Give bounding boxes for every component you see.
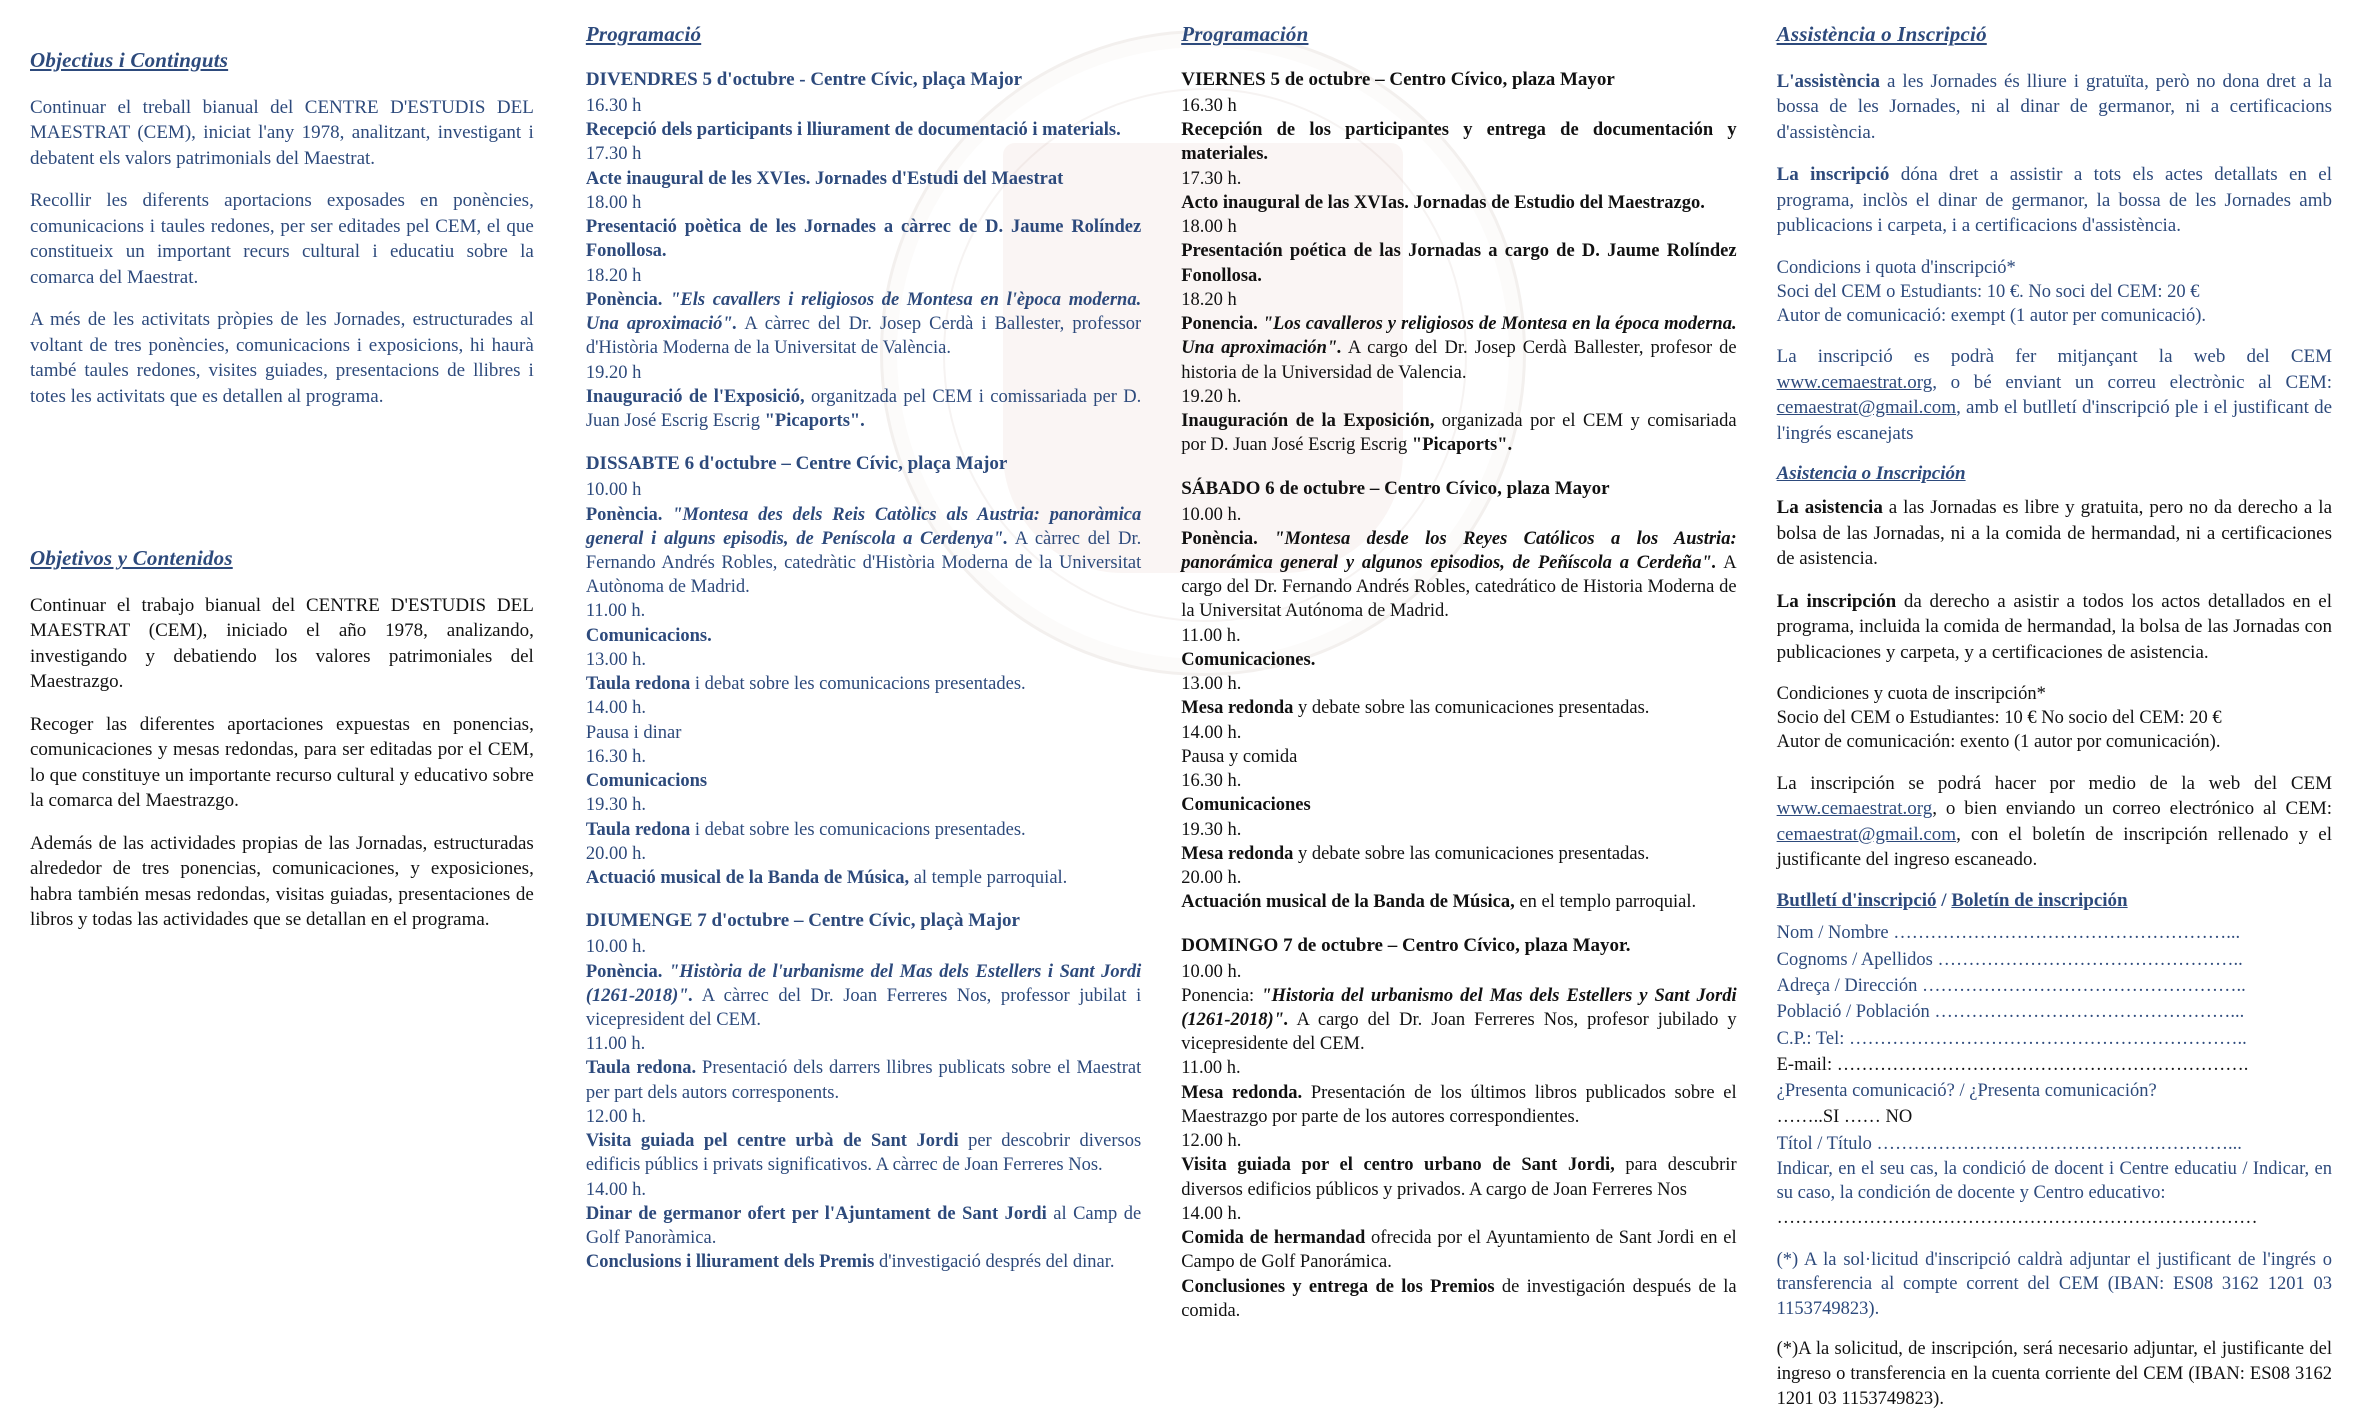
footnote-es: (*)A la solicitud, de inscripción, será necesario adjuntar, el justificante del ingreso o transferencia en la cuenta corriente del CEM (IBAN: ES08 3162 1201 03 1153749823). xyxy=(1776,1339,2332,1409)
program-entry xyxy=(1181,118,1736,166)
para-bold: L'assistència xyxy=(1776,71,1881,92)
program-entry xyxy=(1181,191,1736,215)
program-day xyxy=(586,910,1141,1274)
entry-bold: Comunicaciones xyxy=(1181,795,1311,816)
entry-bold: Ponència. xyxy=(585,504,663,525)
entry-bold: Visita guiada por el centro urbano de Sant Jordi, xyxy=(1181,1155,1615,1176)
time-label: 12.00 h. xyxy=(1181,1131,1242,1152)
entry-rest: d'investigació després del dinar. xyxy=(874,1252,1115,1273)
entry-bold: Presentació poètica de les Jornades a càrrec de D. Jaume Rolíndez Fonollosa. xyxy=(585,217,1142,262)
entry-rest: y debate sobre las comunicaciones presentadas. xyxy=(1293,843,1650,864)
entry-bold: Inauguración de la Exposición, xyxy=(1181,411,1435,432)
registration-title-ca: Assistència o Inscripció xyxy=(1776,22,1987,46)
program-entry xyxy=(586,769,1141,793)
program-entry xyxy=(586,1202,1141,1250)
column-objectives xyxy=(30,22,586,949)
entry-bold: Comunicacions xyxy=(585,771,708,792)
time-label: 17.30 h. xyxy=(1181,168,1242,189)
form-field-name[interactable]: Nom / Nombre ………………………………………………... xyxy=(1776,923,2241,944)
time-label: 16.30 h. xyxy=(585,746,646,767)
registration-ca-web xyxy=(1777,344,2332,446)
entry-bold: Taula redona xyxy=(585,819,691,840)
cem-email-link[interactable]: cemaestrat@gmail.com xyxy=(1776,397,1957,419)
program-entry xyxy=(586,672,1141,696)
entry-bold: Conclusiones y entrega de los Premios xyxy=(1181,1276,1495,1297)
web-mid: , o bien enviando un correo electrónico al CEM: xyxy=(1932,798,2332,820)
web-post: , con el boletín de inscripción rellenado y el justificante del ingreso escaneado. xyxy=(1776,823,2332,871)
para-rest: a las Jornadas es libre y gratuita, pero no da derecho a la bolsa de las Jornadas, ni a la comida de hermandad, ni a certificaciones de asistencia. xyxy=(1776,497,2332,570)
time-label: 20.00 h. xyxy=(1181,868,1242,889)
program-entry xyxy=(586,818,1141,842)
entry-rest: de investigación después de la comida. xyxy=(1181,1276,1737,1321)
day-heading: VIERNES 5 de octubre – Centro Cívico, plaza Mayor xyxy=(1181,69,1615,90)
entry-title: "Els cavallers i religiosos de Montesa en l'època moderna. Una aproximació". xyxy=(585,289,1142,335)
entry-bold: Comunicaciones. xyxy=(1181,649,1316,670)
entry-bold: Conclusions i lliurament dels Premis xyxy=(585,1252,875,1273)
program-entry xyxy=(586,866,1141,890)
cem-website-link[interactable]: www.cemaestrat.org xyxy=(1776,798,1933,820)
form-field-presents-paper[interactable]: ¿Presenta comunicació? / ¿Presenta comunicación? xyxy=(1776,1081,2157,1102)
form-field-email[interactable]: E-mail: …………………………………………………………. xyxy=(1776,1054,2249,1075)
time-label: 10.00 h. xyxy=(1181,504,1242,525)
form-field-title[interactable]: Títol / Título …………………………………………………... xyxy=(1776,1133,2242,1154)
form-field-surname[interactable]: Cognoms / Apellidos ………………………………………….. xyxy=(1776,949,2243,970)
para-bold: La inscripció xyxy=(1776,164,1890,186)
time-label: 12.00 h. xyxy=(585,1106,646,1127)
web-mid: , o bé enviant un correu electrònic al CEM: xyxy=(1932,371,2332,393)
entry-rest: per descobrir diversos edificis públics i privats significativos. A càrrec de Joan Ferreres Nos. xyxy=(585,1131,1142,1176)
cem-website-link[interactable]: www.cemaestrat.org xyxy=(1776,371,1933,393)
form-note-teacher: Indicar, en el seu cas, la condició de docent i Centre educatiu / Indicar, en su caso, la condición de docente y Centro educativo: xyxy=(1776,1158,2332,1204)
entry-rest: organizada por el CEM y comisariada por D. Juan José Escrig Escrig xyxy=(1181,411,1737,456)
program-day xyxy=(1181,935,1736,1324)
entry-bold: Comunicacions. xyxy=(585,625,712,646)
time-label: 10.00 h xyxy=(585,480,642,501)
program-day xyxy=(1181,478,1736,915)
web-post: , amb el butlletí d'inscripció ple i el justificant de l'ingrés escanejats xyxy=(1776,397,2332,444)
program-entry xyxy=(1181,890,1736,914)
entry-bold: Taula redona xyxy=(585,674,691,695)
objectives-ca-p3: A més de les activitats pròpies de les Jornades, estructurades al voltant de tres ponències, comunicacions i exposicions, hi haurà també taules redones, visites guiades, presentacions de llibres i totes les activitats que es detallen al programa. xyxy=(30,309,534,407)
time-label: 11.00 h. xyxy=(1181,1058,1241,1079)
program-day xyxy=(586,453,1141,890)
entry-rest: i debat sobre les comunicacions presentades. xyxy=(690,674,1026,695)
program-entry xyxy=(586,118,1141,142)
time-label: 18.20 h xyxy=(585,265,642,286)
entry-bold2: "Picaports". xyxy=(760,411,865,432)
time-label: 19.30 h. xyxy=(585,795,646,816)
entry-bold: Acte inaugural de les XVIes. Jornades d'Estudi del Maestrat xyxy=(585,168,1064,189)
registration-es-web xyxy=(1777,771,2332,873)
program-entry xyxy=(586,215,1141,263)
entry-rest: A càrrec del Dr. Fernando Andrés Robles, catedràtic d'Història Moderna de la Universitat Autònoma de Madrid. xyxy=(585,528,1142,598)
form-field-postcode-tel[interactable]: C.P.: Tel: ……………………………………………………….. xyxy=(1776,1028,2247,1049)
fee-line-es: Autor de comunicación: exento (1 autor por comunicación). xyxy=(1776,732,2221,753)
program-entry xyxy=(586,960,1141,1033)
objectives-es-p2: Recoger las diferentes aportaciones expuestas en ponencias, comunicaciones y mesas redondas, para ser editadas por el CEM, lo que constituye un importante recurso cultural y educativo sobre la comarca del Maestrazgo. xyxy=(30,713,534,812)
para-rest: a les Jornades és lliure i gratuïta, però no dona dret a la bossa de les Jornades, ni al dinar de germanor, ni a certificacions d'assistència. xyxy=(1776,71,2332,143)
day-heading: DIUMENGE 7 d'octubre – Centre Cívic, plaçà Major xyxy=(585,910,1020,932)
time-label: 19.30 h. xyxy=(1181,819,1242,840)
time-label: 17.30 h xyxy=(585,144,642,165)
entry-title: "Los cavalleros y religiosos de Montesa en la época moderna. Una aproximación". xyxy=(1181,314,1737,359)
form-title-sep: / xyxy=(1936,890,1952,912)
entry-title: "Montesa desde los Reyes Católicos a los Austria: panorámica general y algunos episodios, de Peñíscola a Cerdeña". xyxy=(1181,528,1737,573)
registration-title-es: Asistencia o Inscripción xyxy=(1776,463,1966,485)
time-label: 14.00 h. xyxy=(585,698,646,719)
time-label: 18.00 h xyxy=(585,192,642,213)
entry-rest: y debate sobre las comunicaciones presentadas. xyxy=(1293,698,1650,719)
registration-ca-p2 xyxy=(1777,162,2332,238)
entry-bold: Visita guiada pel centre urbà de Sant Jordi xyxy=(585,1131,959,1152)
time-label: 19.20 h. xyxy=(1181,386,1242,407)
day-heading: DOMINGO 7 de octubre – Centro Cívico, plaza Mayor. xyxy=(1181,934,1631,956)
entry-bold: Comida de hermandad xyxy=(1181,1228,1366,1249)
entry-rest: organitzada pel CEM i comissariada per D. Juan José Escrig Escrig xyxy=(585,386,1142,432)
time-label: 14.00 h. xyxy=(1181,722,1242,743)
form-title xyxy=(1777,890,2332,912)
cem-email-link[interactable]: cemaestrat@gmail.com xyxy=(1776,823,1957,845)
entry-bold2: "Picaports". xyxy=(1407,435,1513,456)
time-label: 13.00 h. xyxy=(585,649,646,670)
program-entry xyxy=(1181,1081,1736,1129)
day-heading: SÁBADO 6 de octubre – Centro Cívico, plaza Mayor xyxy=(1181,477,1610,499)
program-entry xyxy=(1181,1153,1736,1201)
program-entry xyxy=(586,385,1141,433)
entry-bold: Mesa redonda. xyxy=(1181,1082,1303,1103)
entry-bold: Recepció dels participants i lliurament de documentació i materials. xyxy=(585,120,1121,141)
registration-es-p2 xyxy=(1777,589,2332,665)
footnote-ca: (*) A la sol·licitud d'inscripció caldrà adjuntar el justificant de l'ingrés o transferencia al compte corrent del CEM (IBAN: ES08 3162 1201 03 1153749823). xyxy=(1776,1249,2332,1319)
column-program-es xyxy=(1181,22,1776,1343)
entry-bold: Presentación poética de las Jornadas a cargo de D. Jaume Rolíndez Fonollosa. xyxy=(1181,241,1737,286)
para-bold: La asistencia xyxy=(1776,497,1883,519)
program-entry xyxy=(586,1129,1141,1177)
time-label: 16.30 h xyxy=(585,96,642,116)
form-field-yes-no[interactable]: ……..SI …… NO xyxy=(1776,1107,1913,1128)
program-entry xyxy=(586,288,1141,361)
fee-title-ca: Condicions i quota d'inscripció* xyxy=(1776,257,2016,278)
time-label: 20.00 h. xyxy=(585,843,646,864)
time-label: 18.00 h xyxy=(1181,217,1237,238)
time-label: 11.00 h. xyxy=(585,601,646,622)
entry-rest: al Camp de Golf Panoràmica. xyxy=(585,1203,1142,1249)
entry-rest: para descubrir diversos edificios públicos y privados. A cargo de Joan Ferreres Nos xyxy=(1181,1155,1737,1200)
day-heading: DISSABTE 6 d'octubre – Centre Cívic, plaça Major xyxy=(585,453,1008,475)
para-rest: da derecho a asistir a todos los actos detallados en el programa, incluida la comida de hermandad, la bolsa de las Jornadas con publicaciones y carpeta, y a certificaciones de asistencia. xyxy=(1776,590,2333,663)
entry-bold: Actuació musical de la Banda de Música, xyxy=(585,868,910,889)
program-entry xyxy=(586,1056,1141,1104)
program-entry xyxy=(1181,696,1736,720)
program-entry xyxy=(1181,409,1736,457)
time-label: 14.00 h. xyxy=(1181,1203,1242,1224)
program-entry xyxy=(1181,1226,1736,1274)
program-entry: Pausa i dinar xyxy=(585,722,682,743)
program-entry xyxy=(1181,527,1736,624)
time-label: 19.20 h xyxy=(585,362,642,383)
fee-line-es: Socio del CEM o Estudiantes: 10 € No socio del CEM: 20 € xyxy=(1776,708,2222,729)
registration-ca-p1 xyxy=(1777,69,2332,145)
entry-title: "Historia del urbanismo del Mas dels Estellers y Sant Jordi (1261-2018)". xyxy=(1181,985,1737,1030)
entry-bold: Ponència. xyxy=(585,289,663,310)
time-label: 11.00 h. xyxy=(1181,625,1241,646)
column-registration xyxy=(1777,22,2332,1411)
entry-bold: Ponencia. xyxy=(1181,314,1258,335)
entry-title: "Montesa des dels Reis Catòlics als Austria: panoràmica general i alguns episodis, de Peníscola a Cerdenya". xyxy=(585,504,1142,549)
entry-bold: Taula redona. xyxy=(585,1058,697,1079)
program-entry xyxy=(586,167,1141,191)
entry-bold: Mesa redonda xyxy=(1181,843,1294,864)
entry-rest: A càrrec del Dr. Joan Ferreres Nos, professor jubilat i vicepresident del CEM. xyxy=(585,985,1142,1030)
entry-rest: Presentació dels darrers llibres publicats sobre el Maestrat per part dels autors corresponents. xyxy=(585,1058,1142,1103)
entry-bold: Inauguració de l'Exposició, xyxy=(585,386,805,407)
form-field-address[interactable]: Adreça / Dirección …………………………………………….. xyxy=(1776,976,2246,996)
objectives-es-p3: Además de las actividades propias de las Jornadas, estructuradas alrededor de tres ponencias, comunicaciones, y exposiciones, habra también mesas redondas, visitas guiadas, presentaciones de libros y todas las actividades que se detallan en el programa. xyxy=(30,832,534,930)
entry-rest: en el templo parroquial. xyxy=(1514,892,1697,913)
time-label: 16.30 h. xyxy=(1181,771,1242,792)
objectives-title-es: Objetivos y Contenidos xyxy=(30,545,233,570)
column-program-ca xyxy=(586,22,1181,1295)
program-entry xyxy=(1181,312,1736,385)
entry-bold: Recepción de los participantes y entrega de documentación y materiales. xyxy=(1181,120,1737,165)
form-field-teacher-center[interactable]: …………………………………………………………………… xyxy=(1776,1208,2258,1229)
program-entry xyxy=(1181,842,1736,866)
time-label: 10.00 h. xyxy=(585,937,646,958)
web-pre: La inscripció es podrà fer mitjançant la web del CEM xyxy=(1776,346,2332,368)
entry-rest: A cargo del Dr. Josep Cerdà Ballester, profesor de historia de la Universidad de Valencia. xyxy=(1181,338,1737,383)
entry-rest: A cargo del Dr. Joan Ferreres Nos, profesor jubilado y vicepresidente del CEM. xyxy=(1181,1009,1737,1055)
program-entry xyxy=(1181,984,1736,1057)
form-title-ca: Butlletí d'inscripció xyxy=(1776,890,1937,912)
entry-bold: Acto inaugural de las XVIas. Jornadas de Estudio del Maestrazgo. xyxy=(1181,192,1705,213)
program-title-ca: Programació xyxy=(585,22,702,46)
time-label: 10.00 h. xyxy=(1181,961,1242,982)
form-title-es: Boletín de inscripción xyxy=(1951,890,2128,912)
web-pre: La inscripción se podrá hacer por medio de la web del CEM xyxy=(1776,772,2332,794)
program-entry: Pausa y comida xyxy=(1181,746,1298,767)
program-entry xyxy=(586,503,1141,600)
program-title-es: Programación xyxy=(1181,22,1309,46)
entry-plain: Ponencia: xyxy=(1181,985,1255,1006)
time-label: 18.20 h xyxy=(1181,289,1237,310)
time-label: 16.30 h xyxy=(1181,96,1237,116)
entry-bold: Ponència. xyxy=(1181,528,1258,549)
entry-bold: Dinar de germanor ofert per l'Ajuntament de Sant Jordi xyxy=(585,1203,1047,1224)
program-entry xyxy=(1181,793,1736,817)
entry-rest: Presentación de los últimos libros publicados sobre el Maestrazgo por parte de los autores correspondientes. xyxy=(1181,1082,1737,1127)
time-label: 13.00 h. xyxy=(1181,674,1242,695)
entry-rest: A càrrec del Dr. Josep Cerdà i Ballester, professor d'Història Moderna de la Universitat de València. xyxy=(585,314,1142,359)
form-field-town[interactable]: Població / Población …………………………………………... xyxy=(1776,1002,2245,1023)
entry-rest: ofrecida por el Ayuntamiento de Sant Jordi en el Campo de Golf Panorámica. xyxy=(1181,1228,1737,1273)
objectives-es-p1: Continuar el trabajo bianual del CENTRE D'ESTUDIS DEL MAESTRAT (CEM), iniciado el año 1978, analizando, investigando y debatiendo los valores patrimoniales del Maestrazgo. xyxy=(30,594,534,693)
para-bold: La inscripción xyxy=(1776,590,1897,612)
entry-rest: al temple parroquial. xyxy=(909,868,1068,889)
program-entry xyxy=(1181,1275,1736,1323)
fee-line-ca: Autor de comunicació: exempt (1 autor per comunicació). xyxy=(1776,306,2207,327)
entry-title: "Història de l'urbanisme del Mas dels Estellers i Sant Jordi (1261-2018)". xyxy=(585,961,1142,1006)
fee-title-es: Condiciones y cuota de inscripción* xyxy=(1776,683,2046,704)
entry-rest: A cargo del Dr. Fernando Andrés Robles, catedrático de Historia Moderna de la Universitat Autónoma de Madrid. xyxy=(1181,552,1737,622)
program-entry xyxy=(1181,239,1736,287)
objectives-ca-p1: Continuar el treball bianual del CENTRE D'ESTUDIS DEL MAESTRAT (CEM), iniciat l'any 1978, analitzant, investigant i debatent els valors patrimonials del Maestrat. xyxy=(30,97,534,169)
time-label: 11.00 h. xyxy=(585,1034,646,1055)
program-day xyxy=(586,69,1141,433)
entry-bold: Mesa redonda xyxy=(1181,698,1294,719)
entry-bold: Actuación musical de la Banda de Música, xyxy=(1181,892,1515,913)
program-entry xyxy=(586,624,1141,648)
program-entry xyxy=(1181,648,1736,672)
objectives-ca-p2: Recollir les diferents aportacions exposades en ponències, comunicacions i taules redones, per ser editades pel CEM, el que constitueix un important recurs cultural i educatiu sobre la comarca del Maestrat. xyxy=(30,190,534,288)
day-heading: DIVENDRES 5 d'octubre - Centre Cívic, plaça Major xyxy=(585,69,1023,90)
entry-bold: Ponència. xyxy=(585,961,663,982)
registration-es-p1 xyxy=(1777,495,2332,571)
entry-rest: i debat sobre les comunicacions presentades. xyxy=(690,819,1026,840)
objectives-title-ca: Objectius i Continguts xyxy=(30,48,229,72)
fee-line-ca: Soci del CEM o Estudiants: 10 €. No soci del CEM: 20 € xyxy=(1776,281,2200,302)
program-entry xyxy=(586,1250,1141,1274)
time-label: 14.00 h. xyxy=(585,1179,646,1200)
program-day xyxy=(1181,69,1736,458)
para-rest: dóna dret a assistir a tots els actes detallats en el programa, inclòs el dinar de germanor, la bossa de les Jornades amb publicacions i carpeta, i a certificacions d'assistència. xyxy=(1776,164,2332,237)
